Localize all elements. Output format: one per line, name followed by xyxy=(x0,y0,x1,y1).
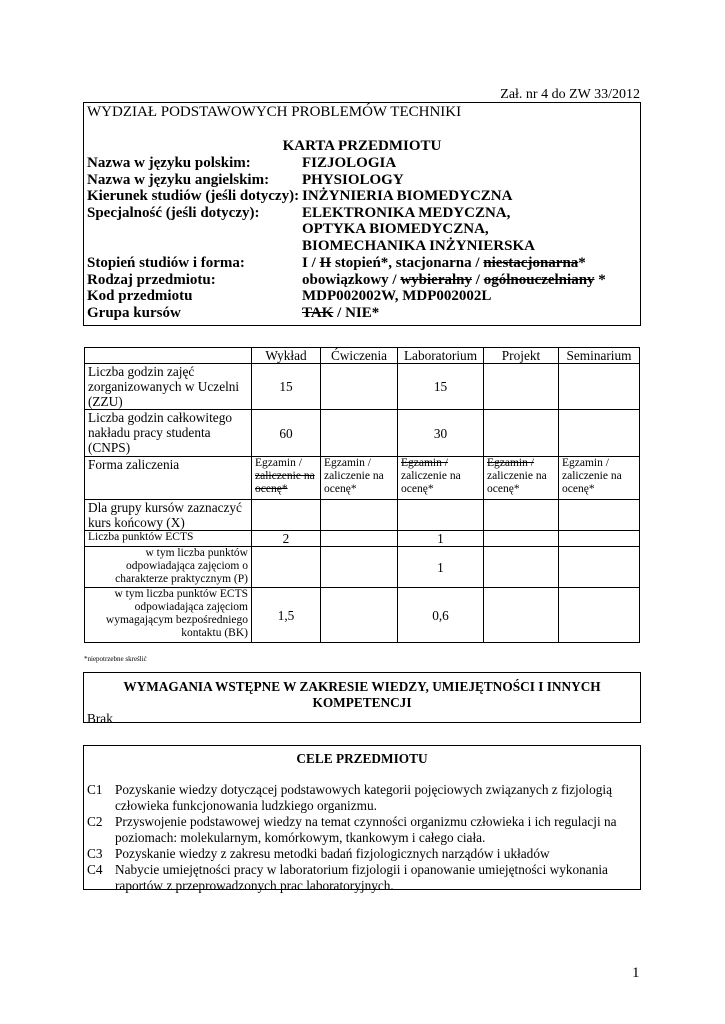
table-cell xyxy=(484,531,559,547)
goal-item xyxy=(87,782,627,814)
table-cell xyxy=(321,547,398,588)
table-row-bk xyxy=(85,588,640,643)
table-row-cnps xyxy=(85,410,640,457)
row-label: Liczba godzin zajęć zorganizowanych w Uczelni (ZZU) xyxy=(85,364,252,410)
header-seminar: Seminarium xyxy=(559,348,640,364)
field-value: obowiązkowy / wybieralny / ogólnouczelniany * xyxy=(302,271,606,288)
table-cell xyxy=(559,410,640,457)
field-value: MDP002002W, MDP002002L xyxy=(302,288,492,305)
table-cell: Egzamin / zaliczenie na ocenę* xyxy=(484,457,559,500)
table-cell: Egzamin / zaliczenie na ocenę* xyxy=(559,457,640,500)
table-cell: 1 xyxy=(398,531,484,547)
goal-item xyxy=(87,846,627,862)
table-cell xyxy=(321,410,398,457)
table-cell xyxy=(321,531,398,547)
table-cell: 30 xyxy=(398,410,484,457)
field-label: Rodzaj przedmiotu: xyxy=(87,271,216,288)
course-header-box xyxy=(83,102,641,326)
row-label: Liczba godzin całkowitego nakładu pracy studenta (CNPS) xyxy=(85,410,252,457)
header-laboratory: Laboratorium xyxy=(398,348,484,364)
field-value: TAK / NIE* xyxy=(302,304,380,321)
prerequisites-body: Brak xyxy=(87,711,113,726)
table-cell: 15 xyxy=(252,364,321,410)
table-row-final-course xyxy=(85,500,640,531)
field-label: Kod przedmiotu xyxy=(87,288,193,305)
table-cell xyxy=(484,547,559,588)
field-label: Kierunek studiów (jeśli dotyczy): xyxy=(87,188,300,205)
field-label: Specjalność (jeśli dotyczy): xyxy=(87,204,260,221)
goals-title: CELE PRZEDMIOTU xyxy=(296,751,428,766)
goal-text: Nabycie umiejętności pracy w laboratorium fizjologii i opanowanie umiejętności wykonania raportów z przeprowadzonych prac laboratoryjnych. xyxy=(115,862,608,893)
header-lecture: Wykład xyxy=(252,348,321,364)
row-label: Dla grupy kursów zaznaczyć kurs końcowy (X) xyxy=(85,500,252,531)
table-cell: Egzamin / zaliczenie na ocenę* xyxy=(252,457,321,500)
table-cell: 1,5 xyxy=(252,588,321,643)
field-value: INŻYNIERIA BIOMEDYCZNA xyxy=(302,188,513,205)
goal-text: Przyswojenie podstawowej wiedzy na temat czynności organizmu człowieka i ich regulacji na poziomach: molekularnym, komórkowym, tkankowym i całego ciała. xyxy=(115,814,617,845)
goal-text: Pozyskanie wiedzy z zakresu metodki badań fizjologicznych narządów i układów xyxy=(115,846,550,861)
table-cell xyxy=(559,531,640,547)
table-cell: 2 xyxy=(252,531,321,547)
table-cell: Egzamin / zaliczenie na ocenę* xyxy=(321,457,398,500)
table-cell xyxy=(484,500,559,531)
field-label: Nazwa w języku angielskim: xyxy=(87,171,270,188)
department-name: WYDZIAŁ PODSTAWOWYCH PROBLEMÓW TECHNIKI xyxy=(87,104,462,120)
goal-code: C4 xyxy=(87,862,103,877)
attachment-note: Zał. nr 4 do ZW 33/2012 xyxy=(500,87,640,102)
prerequisites-title: WYMAGANIA WSTĘPNE W ZAKRESIE WIEDZY, UMIEJĘTNOŚCI I INNYCH KOMPETENCJI xyxy=(123,679,601,710)
goal-code: C3 xyxy=(87,846,103,861)
table-row-zzu xyxy=(85,364,640,410)
row-label: Forma zaliczenia xyxy=(85,457,252,500)
course-goals-box xyxy=(83,745,641,893)
field-value: FIZJOLOGIA xyxy=(302,155,397,171)
prerequisites-box xyxy=(83,672,641,726)
page-number: 1 xyxy=(632,965,640,981)
table-cell xyxy=(484,364,559,410)
table-row-ects xyxy=(85,531,640,547)
header-project: Projekt xyxy=(484,348,559,364)
field-value: I / II stopień*, stacjonarna / niestacjonarna* xyxy=(302,255,586,271)
goal-code: C1 xyxy=(87,782,103,797)
table-cell xyxy=(484,410,559,457)
card-title: KARTA PRZEDMIOTU xyxy=(282,138,442,154)
table-corner-cell xyxy=(85,348,252,364)
table-cell xyxy=(321,588,398,643)
table-cell xyxy=(559,588,640,643)
table-cell: 1 xyxy=(398,547,484,588)
row-label: Liczba punktów ECTS xyxy=(85,531,252,547)
field-label: Nazwa w języku polskim: xyxy=(87,155,251,171)
field-value: PHYSIOLOGY xyxy=(302,171,404,188)
field-label: Stopień studiów i forma: xyxy=(87,255,245,271)
field-label: Grupa kursów xyxy=(87,304,181,321)
table-cell: 60 xyxy=(252,410,321,457)
table-cell xyxy=(484,588,559,643)
table-cell xyxy=(321,364,398,410)
row-label: w tym liczba punktów ECTS odpowiadająca zajęciom wymagającym bezpośredniego kontaktu (BK) xyxy=(85,588,252,643)
goal-item xyxy=(87,814,627,846)
row-label: w tym liczba punktów odpowiadająca zajęciom o charakterze praktycznym (P) xyxy=(85,547,252,588)
table-header-row xyxy=(85,348,640,364)
footnote: *niepotrzebne skreślić xyxy=(84,655,147,663)
table-cell: 0,6 xyxy=(398,588,484,643)
field-value: BIOMECHANIKA INŻYNIERSKA xyxy=(302,238,535,254)
table-cell: Egzamin / zaliczenie na ocenę* xyxy=(398,457,484,500)
table-cell xyxy=(252,500,321,531)
table-cell xyxy=(559,547,640,588)
goal-text: Pozyskanie wiedzy dotyczącej podstawowych kategorii pojęciowych związanych z fizjologią człowieka funkcjonowania ludzkiego organizmu. xyxy=(115,782,612,813)
table-cell: 15 xyxy=(398,364,484,410)
goal-code: C2 xyxy=(87,814,103,829)
header-exercises: Ćwiczenia xyxy=(321,348,398,364)
goal-item xyxy=(87,862,627,894)
table-row-form xyxy=(85,457,640,500)
table-row-practical xyxy=(85,547,640,588)
table-cell xyxy=(252,547,321,588)
table-cell xyxy=(559,500,640,531)
table-cell xyxy=(321,500,398,531)
table-cell xyxy=(559,364,640,410)
table-cell xyxy=(398,500,484,531)
field-value: OPTYKA BIOMEDYCZNA, xyxy=(302,221,489,238)
field-value: ELEKTRONIKA MEDYCZNA, xyxy=(302,204,511,221)
ects-table xyxy=(84,347,640,643)
